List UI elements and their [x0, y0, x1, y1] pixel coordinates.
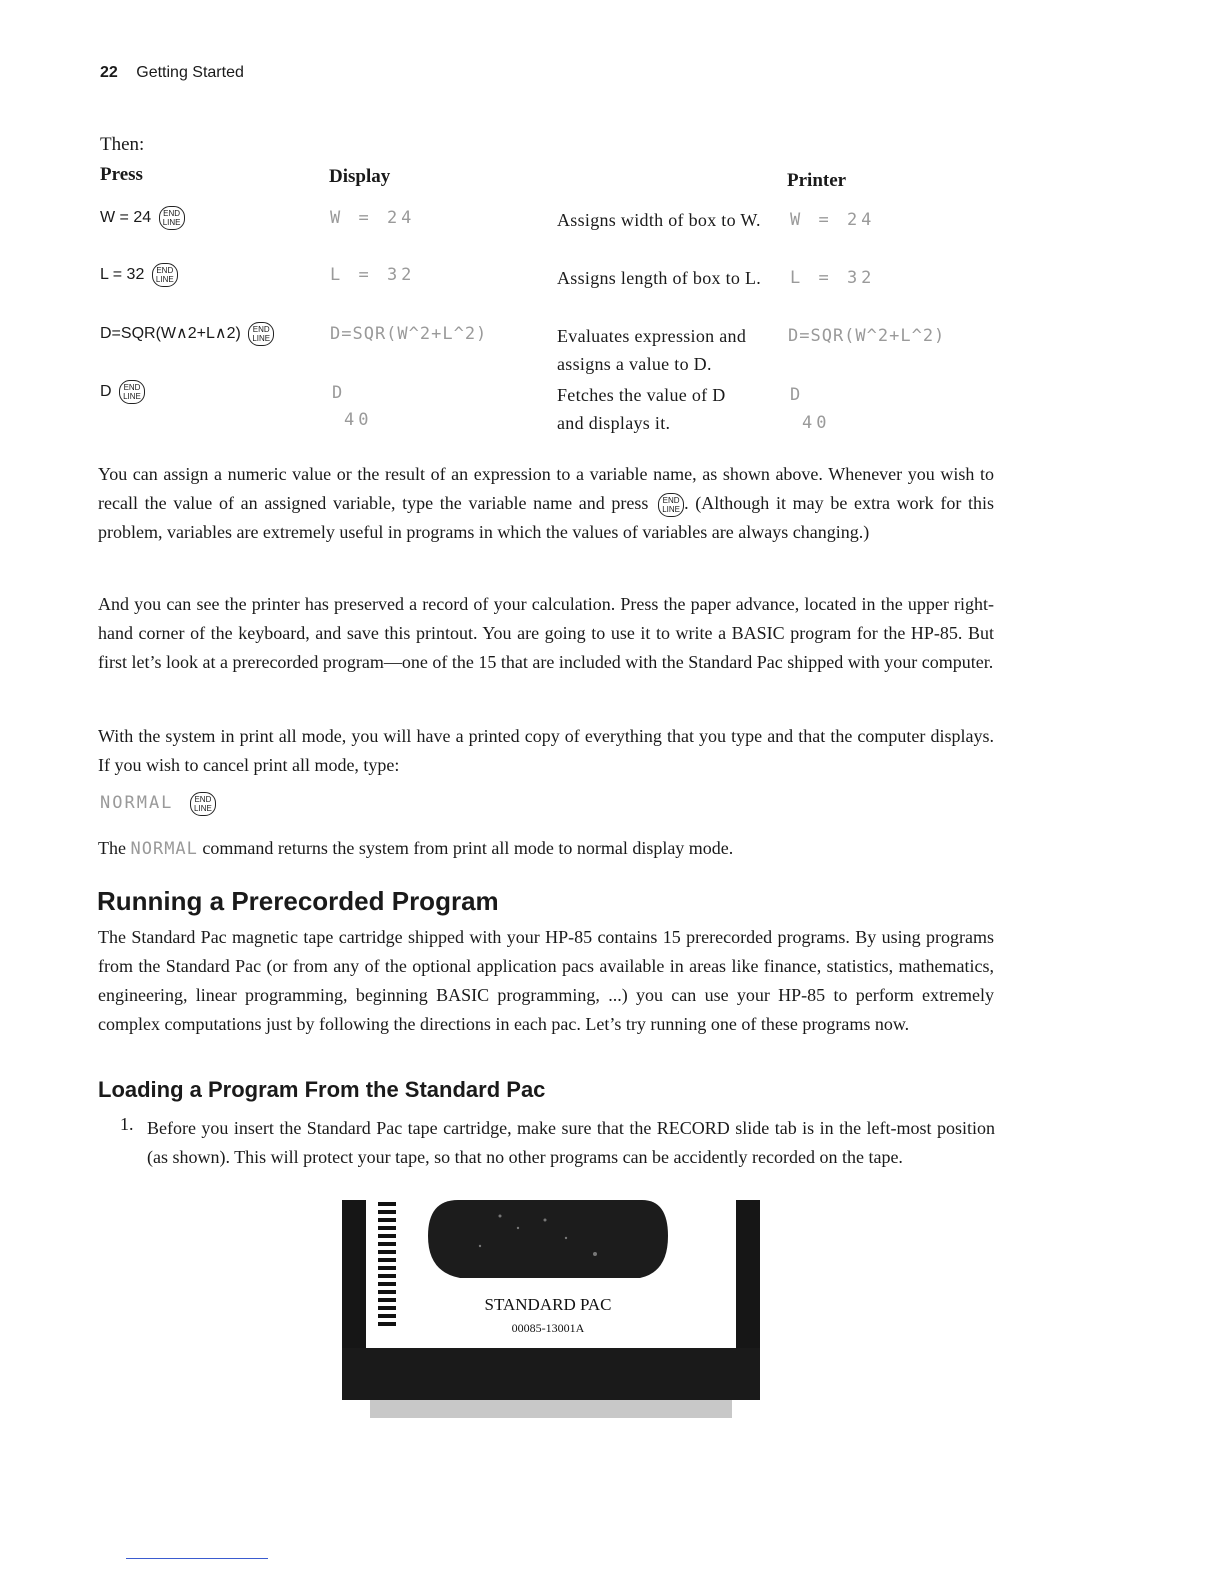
display-cell: D — [332, 383, 347, 403]
press-keys: D=SQR(W∧2+L∧2) — [100, 325, 241, 343]
running-header: Getting Started — [136, 64, 244, 81]
tape-cartridge-drawing — [340, 1198, 762, 1420]
press-cell — [100, 322, 274, 346]
press-keys: D — [100, 383, 112, 401]
description-cell: Fetches the value of D and displays it. — [557, 385, 726, 433]
cartridge-label: STANDARD PAC — [484, 1295, 612, 1314]
end-line-key-icon — [159, 206, 185, 230]
display-cell: W = 24 — [330, 208, 416, 228]
description-cell: Assigns width of box to W. — [557, 210, 761, 230]
paragraph-text: You can assign a numeric value or the result of an expression to a variable name, as shown above. Whenever you wish to recall the value of an assigned variable, type the variable name and press — [98, 464, 994, 513]
printer-cell: W = 24 — [790, 210, 876, 230]
paragraph — [98, 460, 994, 547]
paragraph: With the system in print all mode, you will have a printed copy of everything that you type and that the computer displays. If you wish to cancel print all mode, type: — [98, 726, 994, 775]
cartridge-part-number: 00085-13001A — [511, 1321, 585, 1335]
key-text-top: END — [662, 495, 680, 505]
key-text-bottom: LINE — [662, 504, 681, 514]
key-text-bottom: LINE — [194, 804, 212, 813]
key-text-bottom: LINE — [162, 218, 181, 227]
paragraph-text: The — [98, 838, 126, 858]
normal-command-line — [100, 792, 216, 816]
step-text: Before you insert the Standard Pac tape cartridge, make sure that the RECORD slide tab is in the left-most position (as shown). This will protect your tape, so that no other programs can be accidently recorded on the tape. — [147, 1118, 995, 1167]
paragraph-text: . (Although it may be extra work for this problem, variables are extremely useful in programs in which the values of variables are always changing.) — [98, 493, 994, 542]
end-line-key-icon — [248, 322, 274, 346]
normal-command: NORMAL — [100, 793, 174, 814]
press-keys: L = 32 — [100, 266, 145, 284]
key-text-top: END — [156, 266, 174, 275]
key-text-bottom: LINE — [252, 334, 271, 343]
column-header-printer: Printer — [787, 170, 847, 191]
printer-result: 40 — [802, 413, 831, 433]
column-header-display: Display — [329, 166, 391, 187]
normal-command: NORMAL — [130, 839, 198, 859]
key-text-bottom: LINE — [123, 392, 141, 401]
key-text-top: END — [252, 325, 270, 334]
display-result: 40 — [344, 410, 373, 430]
printer-cell: D=SQR(W^2+L^2) — [788, 326, 946, 346]
description-cell: Assigns length of box to L. — [557, 268, 762, 288]
display-cell: D=SQR(W^2+L^2) — [330, 324, 488, 344]
press-cell — [100, 206, 185, 230]
footer-rule — [126, 1558, 268, 1559]
intro-text: Then: — [100, 134, 145, 155]
paragraph: And you can see the printer has preserved a record of your calculation. Press the paper advance, located in the upper right-hand corner of the keyboard, and save this printout. You are going to use it to write a BASIC program for the HP-85. But first let’s look at a prerecorded program—one of the 15 that are included with the Standard Pac shipped with your computer. — [98, 594, 994, 672]
end-line-key-icon — [658, 493, 684, 517]
end-line-key-icon — [119, 380, 145, 404]
printer-cell: L = 32 — [790, 268, 876, 288]
press-cell — [100, 263, 178, 287]
paragraph: The Standard Pac magnetic tape cartridge shipped with your HP-85 contains 15 prerecorded programs. By using programs from the Standard Pac (or from any of the optional application pacs available in areas like finance, statistics, mathematics, engineering, linear programming, beginning BASIC programming, ...) you can use your HP-85 to perform extremely complex computations just by following the directions in each pac. Let’s try running one of these programs now. — [98, 927, 994, 1034]
end-line-key-icon — [190, 792, 216, 816]
press-keys: W = 24 — [100, 209, 152, 227]
paragraph — [98, 834, 994, 864]
key-text-bottom: LINE — [155, 275, 174, 284]
press-cell — [100, 380, 145, 404]
description-cell: Evaluates expression and assigns a value to D. — [557, 326, 747, 374]
page-header — [100, 64, 244, 82]
end-line-key-icon — [152, 263, 178, 287]
column-header-press: Press — [100, 164, 143, 185]
printer-cell: D — [790, 385, 805, 405]
page-number: 22 — [100, 64, 118, 81]
key-text-top: END — [123, 383, 141, 392]
paragraph-text: command returns the system from print all mode to normal display mode. — [202, 838, 734, 858]
step-number: 1. — [120, 1114, 134, 1134]
subsection-heading: Loading a Program From the Standard Pac — [98, 1077, 546, 1102]
key-text-top: END — [194, 795, 212, 804]
section-heading: Running a Prerecorded Program — [97, 886, 499, 916]
key-text-top: END — [163, 209, 181, 218]
display-cell: L = 32 — [330, 265, 416, 285]
tape-cartridge-image — [340, 1198, 762, 1420]
